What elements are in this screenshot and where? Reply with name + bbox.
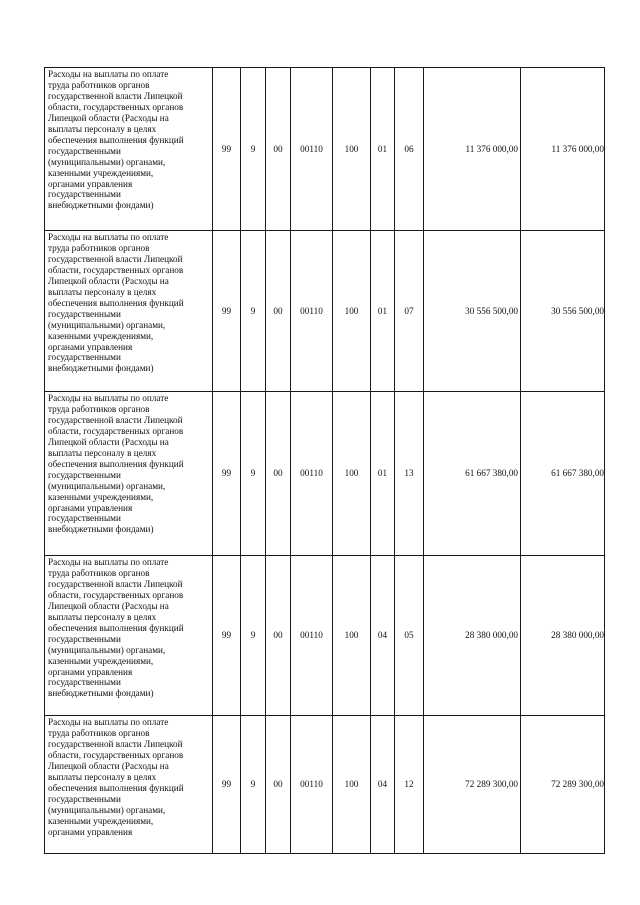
table-row xyxy=(45,392,605,556)
section-code: 01 xyxy=(371,68,395,231)
main-event-code: 00 xyxy=(266,68,291,231)
description-line: труда работников органов xyxy=(48,567,150,578)
row-description xyxy=(45,556,213,716)
description-line: внебюджетными фондами) xyxy=(48,524,154,535)
description-line: государственными xyxy=(48,469,121,480)
description-line: органами управления xyxy=(48,178,133,189)
main-event-code: 00 xyxy=(266,392,291,556)
description-line: государственной власти Липецкой xyxy=(48,414,183,425)
program-code: 99 xyxy=(213,68,241,231)
budget-table xyxy=(44,67,605,854)
description-line: государственной власти Липецкой xyxy=(48,738,183,749)
program-code: 99 xyxy=(213,231,241,392)
program-code: 99 xyxy=(213,716,241,854)
main-event-code: 00 xyxy=(266,231,291,392)
description-line: труда работников органов xyxy=(48,727,150,738)
subsection-code: 12 xyxy=(395,716,424,854)
section-code: 01 xyxy=(371,231,395,392)
description-line: выплаты персоналу в целях xyxy=(48,447,157,458)
expense-type-code: 100 xyxy=(333,68,371,231)
amount-cell: 30 556 500,00 xyxy=(424,231,521,392)
description-line: государственными xyxy=(48,793,121,804)
amount-cell: 28 380 000,00 xyxy=(521,556,605,716)
table-row xyxy=(45,68,605,231)
amount-cell: 28 380 000,00 xyxy=(424,556,521,716)
description-line: Липецкой области (Расходы на xyxy=(48,112,169,123)
description-line: казенными учреждениями, xyxy=(48,655,154,666)
description-line: Расходы на выплаты по оплате xyxy=(48,557,169,567)
description-line: области, государственных органов xyxy=(48,589,184,600)
table-row xyxy=(45,716,605,854)
table-row xyxy=(45,556,605,716)
amount-cell: 11 376 000,00 xyxy=(521,68,605,231)
description-line: государственными xyxy=(48,352,121,363)
expense-type-code: 100 xyxy=(333,556,371,716)
description-line: внебюджетными фондами) xyxy=(48,688,154,699)
description-line: государственной власти Липецкой xyxy=(48,253,183,264)
description-line: обеспечения выполнения функций xyxy=(48,622,184,633)
expense-type-code: 100 xyxy=(333,231,371,392)
description-line: государственными xyxy=(48,633,121,644)
description-line: государственной власти Липецкой xyxy=(48,578,183,589)
description-line: (муниципальными) органами, xyxy=(48,156,166,167)
description-line: выплаты персоналу в целях xyxy=(48,611,157,622)
main-event-code: 00 xyxy=(266,716,291,854)
subsection-code: 07 xyxy=(395,231,424,392)
subprogram-code: 9 xyxy=(241,716,266,854)
description-line: казенными учреждениями, xyxy=(48,491,154,502)
description-line: органами управления xyxy=(48,341,133,352)
direction-code: 00110 xyxy=(291,231,333,392)
amount-cell: 72 289 300,00 xyxy=(521,716,605,854)
expense-type-code: 100 xyxy=(333,392,371,556)
description-line: обеспечения выполнения функций xyxy=(48,458,184,469)
row-description xyxy=(45,716,213,854)
description-line: Липецкой области (Расходы на xyxy=(48,600,169,611)
description-line: (муниципальными) органами, xyxy=(48,644,166,655)
row-description xyxy=(45,68,213,231)
subsection-code: 05 xyxy=(395,556,424,716)
direction-code: 00110 xyxy=(291,556,333,716)
description-line: выплаты персоналу в целях xyxy=(48,123,157,134)
amount-cell: 61 667 380,00 xyxy=(521,392,605,556)
description-line: обеспечения выполнения функций xyxy=(48,297,184,308)
amount-cell: 61 667 380,00 xyxy=(424,392,521,556)
description-line: области, государственных органов xyxy=(48,264,184,275)
amount-cell: 30 556 500,00 xyxy=(521,231,605,392)
row-description xyxy=(45,392,213,556)
description-line: Липецкой области (Расходы на xyxy=(48,760,169,771)
description-line: Липецкой области (Расходы на xyxy=(48,275,169,286)
subprogram-code: 9 xyxy=(241,556,266,716)
description-line: обеспечения выполнения функций xyxy=(48,134,184,145)
description-line: области, государственных органов xyxy=(48,101,184,112)
table-row xyxy=(45,231,605,392)
description-line: органами управления xyxy=(48,826,133,837)
section-code: 04 xyxy=(371,556,395,716)
subsection-code: 06 xyxy=(395,68,424,231)
description-line: (муниципальными) органами, xyxy=(48,480,166,491)
program-code: 99 xyxy=(213,392,241,556)
description-line: Расходы на выплаты по оплате xyxy=(48,69,169,79)
description-line: Расходы на выплаты по оплате xyxy=(48,717,169,727)
amount-cell: 11 376 000,00 xyxy=(424,68,521,231)
subprogram-code: 9 xyxy=(241,231,266,392)
row-description xyxy=(45,231,213,392)
description-line: казенными учреждениями, xyxy=(48,330,154,341)
subprogram-code: 9 xyxy=(241,68,266,231)
description-line: государственными xyxy=(48,513,121,524)
description-line: выплаты персоналу в целях xyxy=(48,286,157,297)
main-event-code: 00 xyxy=(266,556,291,716)
description-line: внебюджетными фондами) xyxy=(48,363,154,374)
direction-code: 00110 xyxy=(291,68,333,231)
description-line: труда работников органов xyxy=(48,79,150,90)
direction-code: 00110 xyxy=(291,716,333,854)
description-line: Расходы на выплаты по оплате xyxy=(48,393,169,403)
description-line: органами управления xyxy=(48,666,133,677)
section-code: 01 xyxy=(371,392,395,556)
description-line: выплаты персоналу в целях xyxy=(48,771,157,782)
description-line: государственными xyxy=(48,145,121,156)
description-line: казенными учреждениями, xyxy=(48,167,154,178)
direction-code: 00110 xyxy=(291,392,333,556)
description-line: области, государственных органов xyxy=(48,425,184,436)
description-line: Липецкой области (Расходы на xyxy=(48,436,169,447)
description-line: труда работников органов xyxy=(48,403,150,414)
expense-type-code: 100 xyxy=(333,716,371,854)
description-line: государственными xyxy=(48,189,121,200)
description-line: органами управления xyxy=(48,502,133,513)
description-line: казенными учреждениями, xyxy=(48,815,154,826)
subsection-code: 13 xyxy=(395,392,424,556)
description-line: труда работников органов xyxy=(48,242,150,253)
description-line: (муниципальными) органами, xyxy=(48,319,166,330)
description-line: государственными xyxy=(48,677,121,688)
subprogram-code: 9 xyxy=(241,392,266,556)
amount-cell: 72 289 300,00 xyxy=(424,716,521,854)
description-line: обеспечения выполнения функций xyxy=(48,782,184,793)
description-line: внебюджетными фондами) xyxy=(48,200,154,211)
description-line: области, государственных органов xyxy=(48,749,184,760)
program-code: 99 xyxy=(213,556,241,716)
description-line: государственной власти Липецкой xyxy=(48,90,183,101)
description-line: государственными xyxy=(48,308,121,319)
description-line: (муниципальными) органами, xyxy=(48,804,166,815)
section-code: 04 xyxy=(371,716,395,854)
description-line: Расходы на выплаты по оплате xyxy=(48,232,169,242)
